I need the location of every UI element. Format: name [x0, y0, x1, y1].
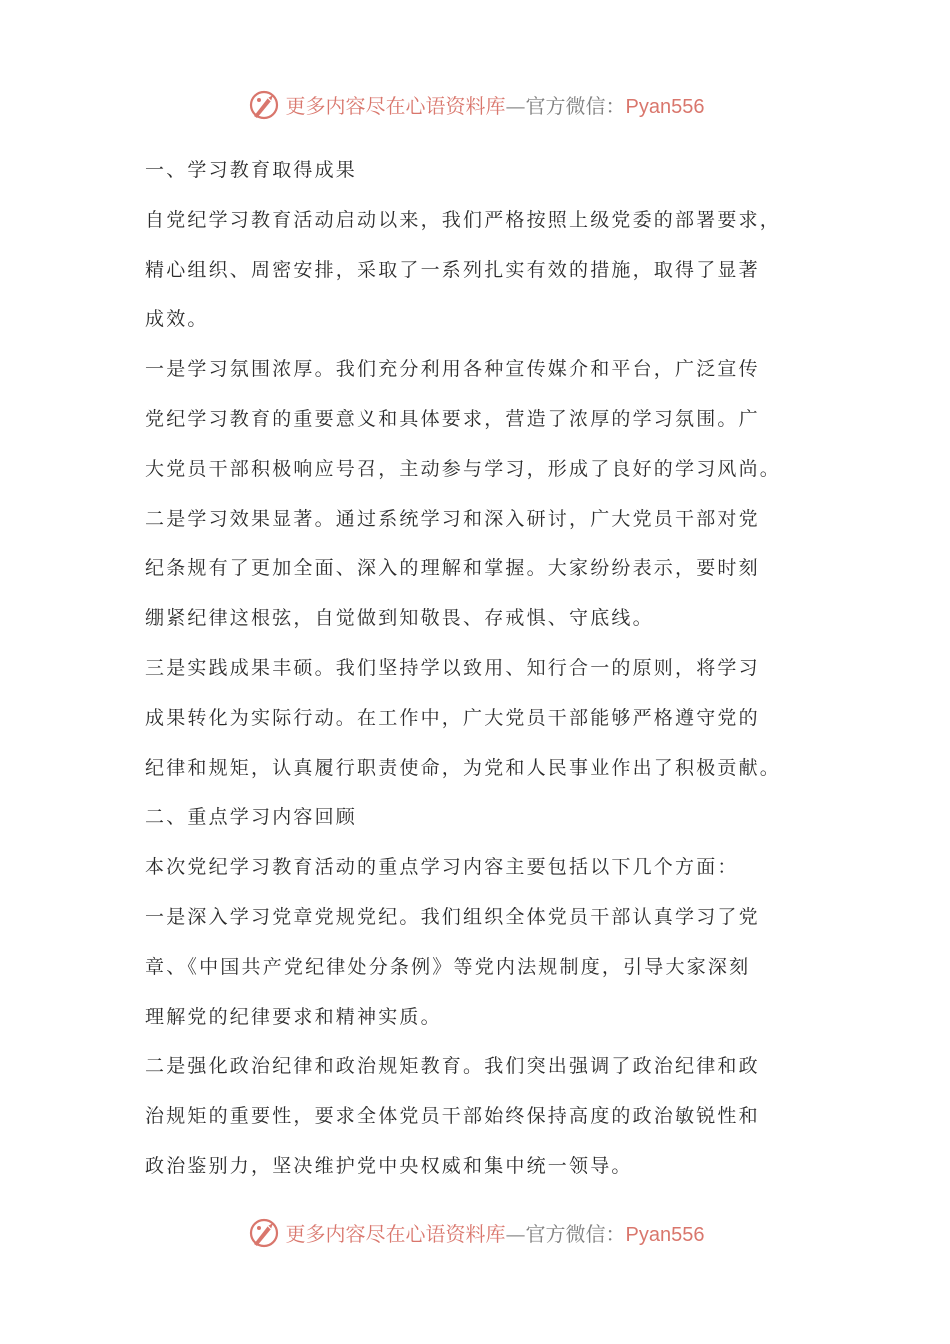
header-watermark — [0, 84, 950, 124]
paragraph-line: 绷紧纪律这根弦，自觉做到知敬畏、存戒惧、守底线。 — [145, 607, 654, 630]
paragraph-line: 三是实践成果丰硕。我们坚持学以致用、知行合一的原则，将学习 — [145, 656, 760, 679]
paragraph-line: 章、《中国共产党纪律处分条例》等党内法规制度，引导大家深刻 — [145, 955, 751, 978]
document-body — [145, 146, 815, 1192]
watermark-wechat-label: 官方微信： — [525, 1221, 626, 1246]
paragraph-line: 政治鉴别力，坚决维护党中央权威和集中统一领导。 — [145, 1154, 633, 1177]
footer-watermark — [0, 1212, 950, 1252]
paragraph-line: 成效。 — [145, 308, 209, 331]
watermark-site-name: 更多内容尽在心语资料库 — [285, 93, 506, 118]
watermark-site-name: 更多内容尽在心语资料库 — [285, 1221, 506, 1246]
paragraph-line: 本次党纪学习教育活动的重点学习内容主要包括以下几个方面： — [145, 856, 739, 879]
paragraph-line: 精心组织、周密安排，采取了一系列扎实有效的措施，取得了显著 — [145, 258, 760, 281]
watermark-wechat-id: Pyan556 — [625, 95, 705, 118]
paragraph-line: 党纪学习教育的重要意义和具体要求，营造了浓厚的学习氛围。广 — [145, 407, 760, 430]
paragraph-line: 纪条规有了更加全面、深入的理解和掌握。大家纷纷表示，要时刻 — [145, 557, 760, 580]
watermark-wechat-label: 官方微信： — [525, 93, 626, 118]
paragraph-line: 二是强化政治纪律和政治规矩教育。我们突出强调了政治纪律和政 — [145, 1055, 760, 1078]
section-heading-1: 一、学习教育取得成果 — [145, 159, 358, 181]
paragraph-line: 自党纪学习教育活动启动以来，我们严格按照上级党委的部署要求， — [145, 208, 782, 231]
paragraph-line: 治规矩的重要性，要求全体党员干部始终保持高度的政治敏锐性和 — [145, 1105, 760, 1128]
paragraph-line: 纪律和规矩，认真履行职责使命，为党和人民事业作出了积极贡献。 — [145, 756, 782, 779]
paragraph-line: 一是深入学习党章党规党纪。我们组织全体党员干部认真学习了党 — [145, 905, 760, 928]
pen-nib-logo-icon — [246, 1214, 282, 1250]
paragraph-line: 一是学习氛围浓厚。我们充分利用各种宣传媒介和平台，广泛宣传 — [145, 358, 760, 381]
paragraph-line: 大党员干部积极响应号召，主动参与学习，形成了良好的学习风尚。 — [145, 457, 782, 480]
watermark-wechat-id: Pyan556 — [625, 1223, 705, 1246]
paragraph-line: 成果转化为实际行动。在工作中，广大党员干部能够严格遵守党的 — [145, 706, 760, 729]
paragraph-line: 二是学习效果显著。通过系统学习和深入研讨，广大党员干部对党 — [145, 507, 760, 530]
section-heading-2: 二、重点学习内容回顾 — [145, 806, 358, 829]
pen-nib-logo-icon — [246, 86, 282, 122]
watermark-dash: — — [505, 93, 526, 118]
paragraph-line: 理解党的纪律要求和精神实质。 — [145, 1005, 442, 1028]
watermark-dash: — — [505, 1221, 526, 1246]
